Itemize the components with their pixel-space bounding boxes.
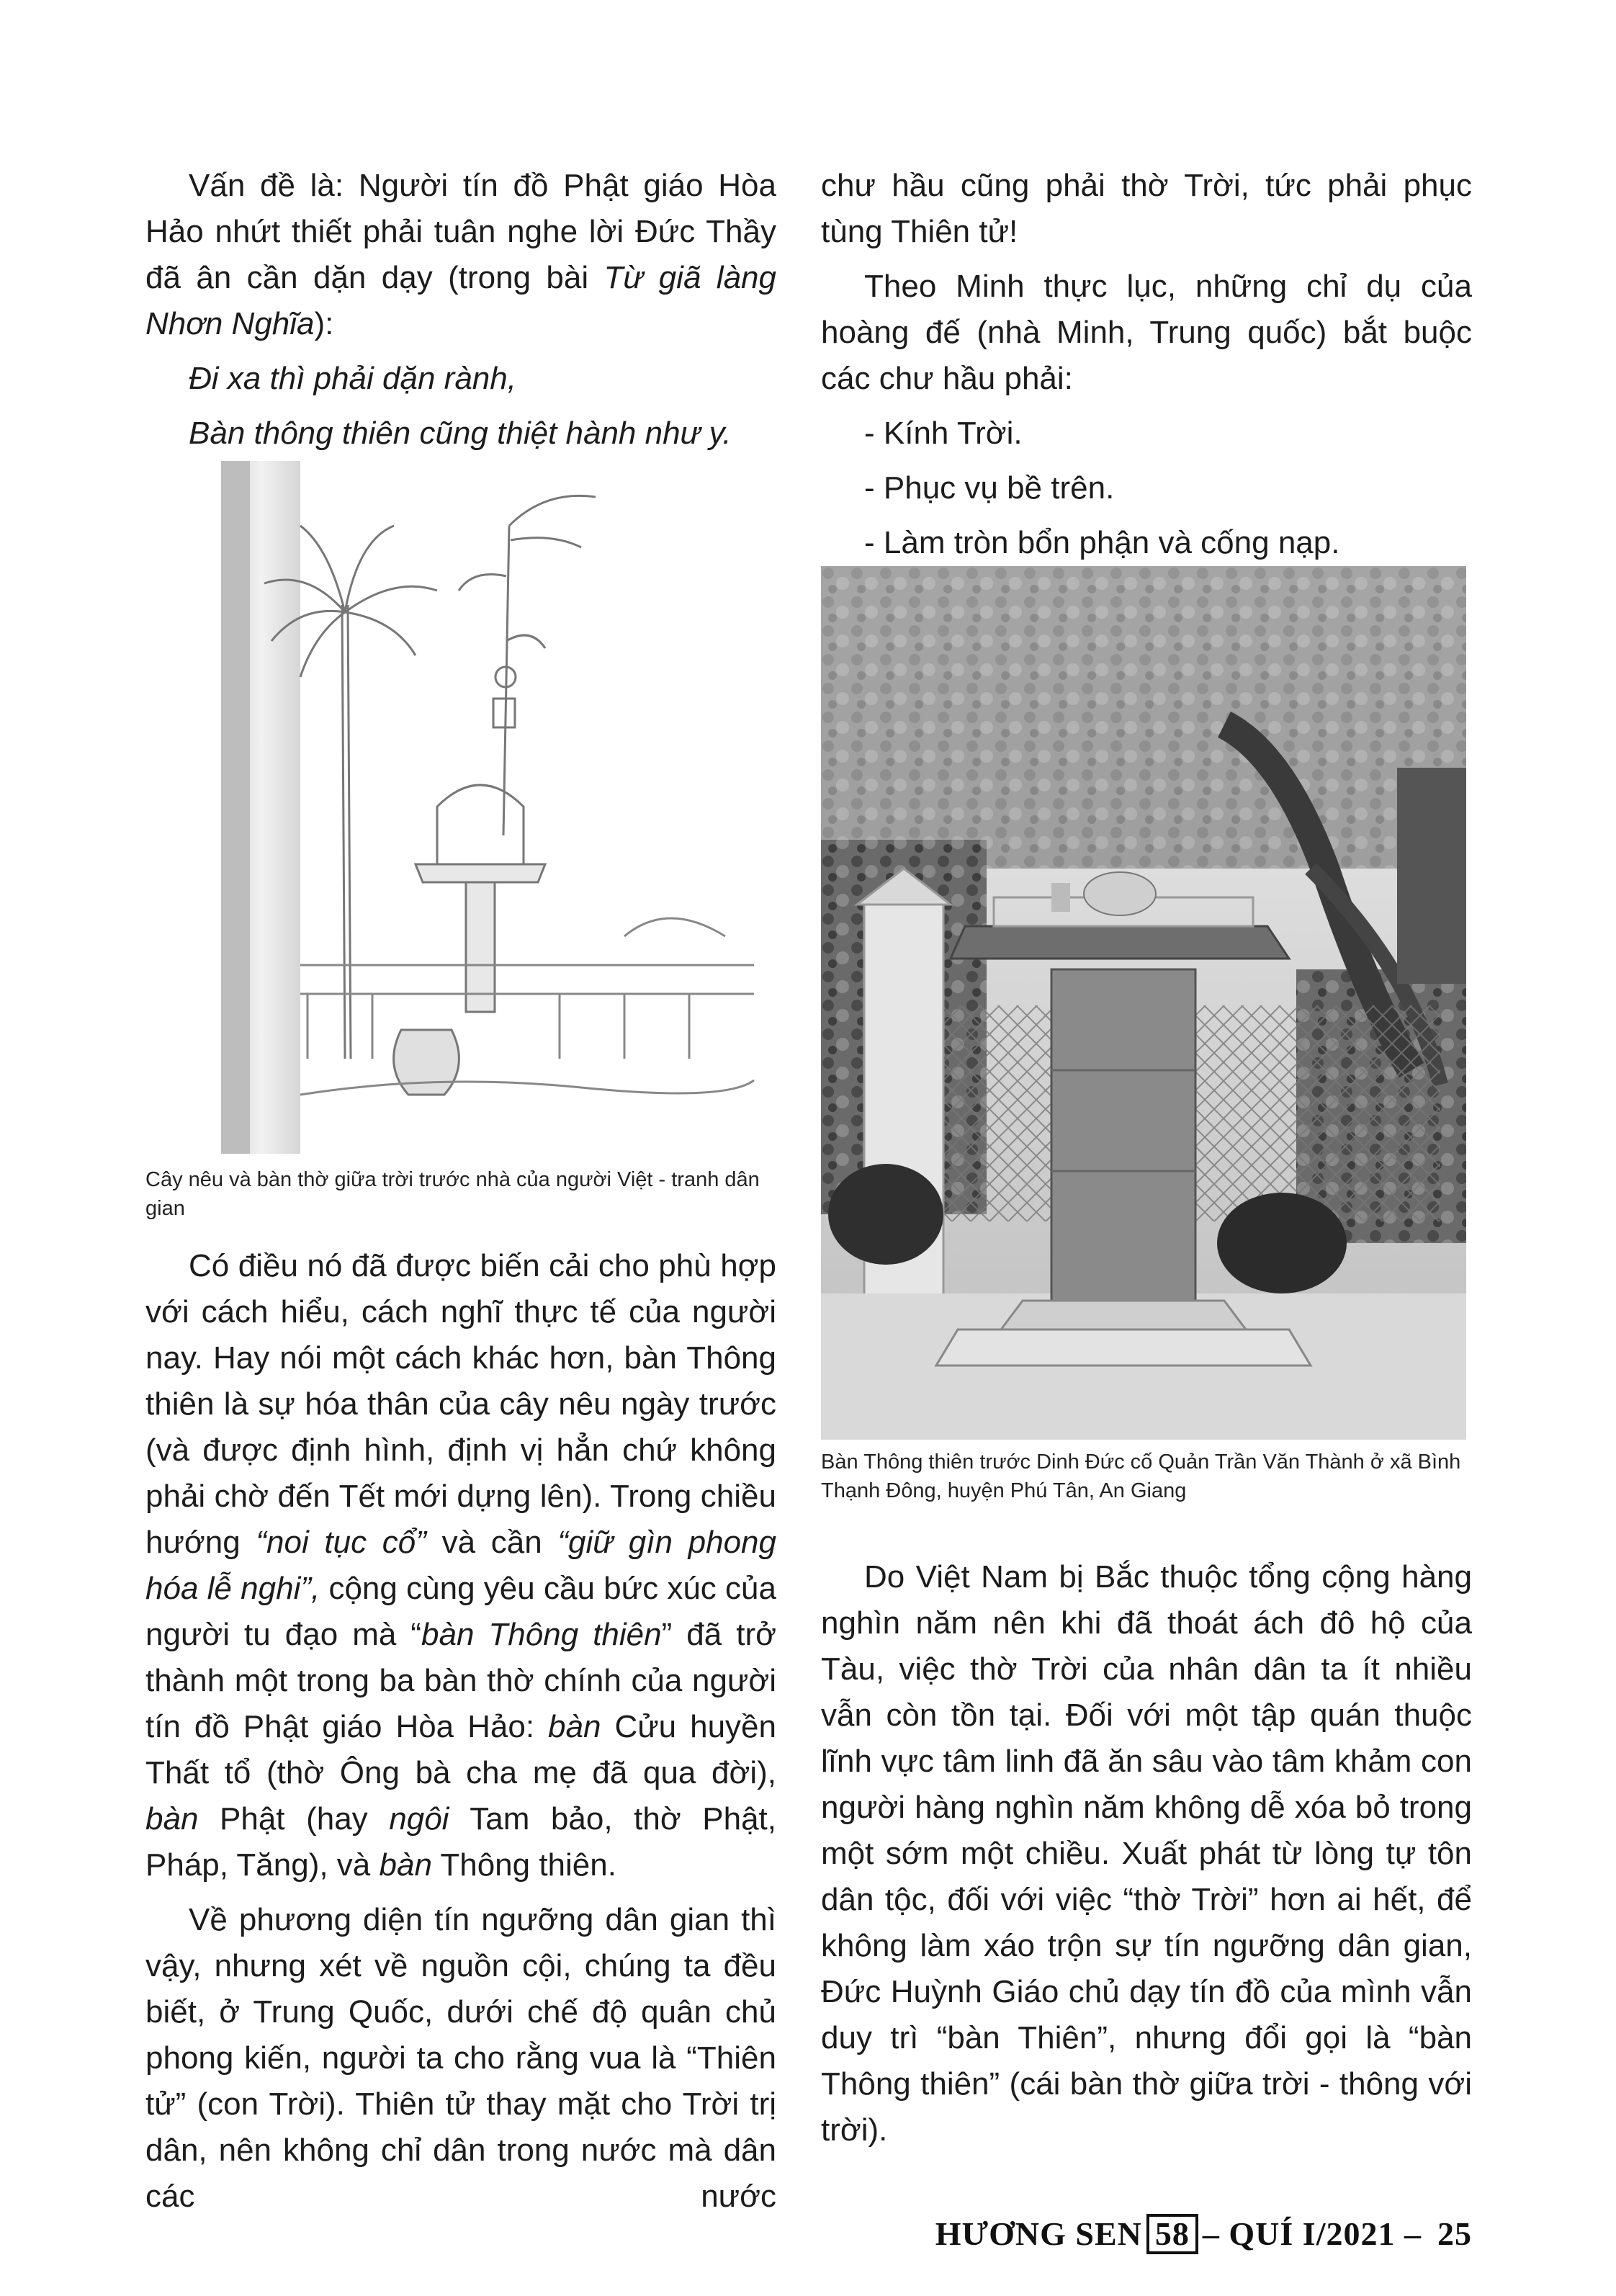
paragraph-continuation: chư hầu cũng phải thờ Trời, tức phải phục tùng Thiên tử! (821, 168, 1472, 249)
right-column-bottom (821, 1554, 1472, 2162)
bullet-item: - Kính Trời. (864, 416, 1023, 451)
page-footer (935, 2214, 1472, 2254)
left-column-top (145, 163, 776, 465)
bullet-item: - Phục vụ bề trên. (864, 470, 1115, 506)
poem-title: Từ giã làng Nhơn Nghĩa (145, 260, 776, 341)
paragraph-vietnam-history: Do Việt Nam bị Bắc thuộc tổng cộng hàng nghìn năm nên khi đã thoát ách đô hộ của Tàu, việc thờ Trời của nhân dân ta ít nhiều vẫn còn tồn tại. Đối với một tập quán thuộc lĩnh vực tâm linh đã ăn sâu vào tâm khảm con người hàng nghìn năm không dễ xóa bỏ trong một sớm một chiều. Xuất phát từ lòng tự tôn dân tộc, đối với việc “thờ Trời” hơn ai hết, để không làm xáo trộn sự tín ngưỡng dân gian, Đức Huỳnh Giáo chủ dạy tín đồ của mình vẫn duy trì “bàn Thiên”, nhưng đổi gọi là “bàn Thông thiên” (cái bàn thờ giữa trời - thông với trời). (821, 1559, 1472, 2148)
issue-number: 58 (1146, 2214, 1198, 2254)
folk-painting-figure (221, 461, 770, 1154)
verse-line-2: Bàn thông thiên cũng thiệt hành như y. (189, 416, 732, 451)
verse-line-1: Đi xa thì phải dặn rành, (189, 361, 516, 396)
paragraph-intro: Vấn đề là: Người tín đồ Phật giáo Hòa Hảo nhứt thiết phải tuân nghe lời Đức Thầy đã ân cần dặn dạy (trong bài Từ giã làng Nhơn Nghĩa): (145, 168, 776, 341)
paragraph-transformation: Có điều nó đã được biến cải cho phù hợp với cách hiểu, cách nghĩ thực tế của người nay. Hay nói một cách khác hơn, bàn Thông thiên là sự hóa thân của cây nêu ngày trước (và được định hình, định vị hẳn chứ không phải chờ đến Tết mới dựng lên). Trong chiều hướng “noi tục cổ” và cần “giữ gìn phong hóa lễ nghi”, cộng cùng yêu cầu bức xúc của người tu đạo mà “bàn Thông thiên” đã trở thành một trong ba bàn thờ chính của người tín đồ Phật giáo Hòa Hảo: bàn Cửu huyền Thất tổ (thờ Ông bà cha mẹ đã qua đời), bàn Phật (hay ngôi Tam bảo, thờ Phật, Pháp, Tăng), và bàn Thông thiên. (145, 1248, 777, 1883)
page-number: 25 (1437, 2215, 1472, 2252)
folk-painting-caption: Cây nêu và bàn thờ giữa trời trước nhà của người Việt - tranh dân gian (145, 1168, 760, 1220)
paragraph-ming-records: Theo Minh thực lục, những chỉ dụ của hoàng đế (nhà Minh, Trung quốc) bắt buộc các chư hầu phải: (821, 269, 1472, 396)
paragraph-origin: Về phương diện tín ngưỡng dân gian thì vậy, nhưng xét về nguồn cội, chúng ta đều biết, ở Trung Quốc, dưới chế độ quân chủ phong kiến, người ta cho rằng vua là “Thiên tử” (con Trời). Thiên tử thay mặt cho Trời trị dân, nên không chỉ dân trong nước mà dân các nước (145, 1902, 776, 2214)
left-column-bottom (145, 1243, 776, 2228)
altar-photo (821, 566, 1466, 1440)
altar-photo-caption: Bàn Thông thiên trước Dinh Đức cố Quản Trần Văn Thành ở xã Bình Thạnh Đông, huyện Phú Tân, An Giang (821, 1450, 1461, 1502)
issue-quarter: – QUÍ I/2021 – (1202, 2215, 1422, 2252)
bullet-item: - Làm tròn bổn phận và cống nạp. (864, 525, 1340, 560)
magazine-title: HƯƠNG SEN (935, 2215, 1142, 2252)
right-column-top (821, 163, 1472, 575)
